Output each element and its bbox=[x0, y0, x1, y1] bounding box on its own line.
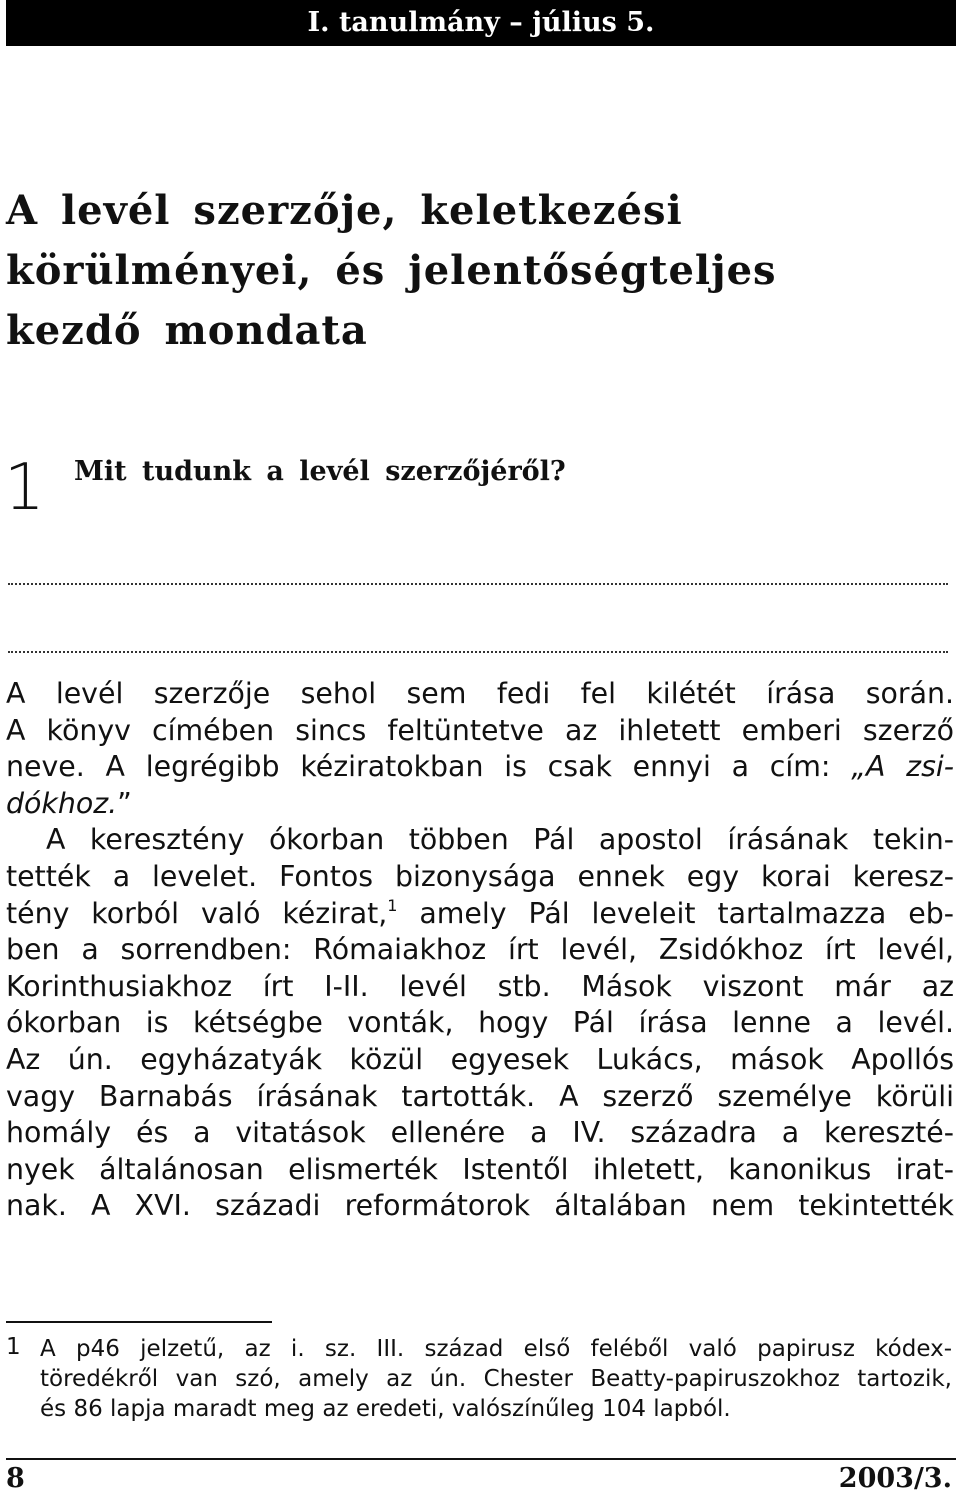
footnote-number: 1 bbox=[6, 1334, 21, 1360]
footnote-text bbox=[40, 1334, 952, 1424]
body-line-11: Az ún. egyházatyák közül egyesek Lukács, mások Apollós bbox=[6, 1042, 954, 1076]
book-title-italic-end: dókhoz. bbox=[6, 786, 118, 820]
answer-line-2 bbox=[8, 651, 948, 653]
title-line-1: A levél szerzője, keletkezési bbox=[6, 187, 683, 234]
body-line-10: ókorban is kétségbe vonták, hogy Pál írása lenne a levél. bbox=[6, 1006, 954, 1040]
body-line-5: A keresztény ókorban többen Pál apostol írásának tekin- bbox=[46, 823, 954, 857]
footer-separator bbox=[6, 1458, 956, 1460]
body-line-1: A levél szerzője sehol sem fedi fel kilétét írása során. bbox=[6, 677, 954, 710]
page-number: 8 bbox=[6, 1463, 25, 1494]
lesson-header-bar bbox=[6, 0, 956, 46]
body-line-15: nak. A XVI. századi reformátorok általában nem tekintették bbox=[6, 1189, 954, 1223]
footnote bbox=[6, 1334, 952, 1424]
footnote-separator bbox=[6, 1321, 272, 1323]
footnote-line-1: A p46 jelzetű, az i. sz. III. század első feléből való papirusz kódex- bbox=[40, 1336, 952, 1362]
body-line-8: ben a sorrendben: Rómaiakhoz írt levél, Zsidókhoz írt levél, bbox=[6, 933, 954, 967]
body-line-6: tették a levelet. Fontos bizonysága ennek egy korai keresz- bbox=[6, 859, 954, 893]
body-line-7-end: amely Pál leveleit tartalmazza eb- bbox=[397, 896, 954, 930]
body-line-2: A könyv címében sincs feltüntetve az ihletett emberi szerző bbox=[6, 713, 954, 747]
title-line-3: kezdő mondata bbox=[6, 307, 368, 354]
book-title-italic-start: „A zsi- bbox=[851, 750, 954, 784]
body-line-4: dókhoz.” bbox=[6, 786, 132, 820]
answer-line-1 bbox=[8, 583, 948, 585]
lesson-title bbox=[6, 181, 946, 361]
body-line-14: nyek általánosan elismerték Istentől ihletett, kanonikus irat- bbox=[6, 1152, 954, 1186]
question-text: Mit tudunk a levél szerzőjéről? bbox=[74, 456, 566, 487]
body-line-3 bbox=[6, 749, 954, 786]
title-line-2: körülményei, és jelentőségteljes bbox=[6, 247, 777, 294]
body-line-12: vagy Barnabás írásának tartották. A szerző személye körüli bbox=[6, 1079, 954, 1113]
question-number: 1 bbox=[4, 451, 45, 525]
body-line-3-text: neve. A legrégibb kéziratokban is csak ennyi a cím: bbox=[6, 750, 852, 784]
lesson-label: I. tanulmány – július 5. bbox=[307, 7, 655, 38]
body-paragraph bbox=[6, 676, 954, 1225]
body-line-9: Korinthusiakhoz írt I-II. levél stb. Mások viszont már az bbox=[6, 969, 954, 1003]
footnote-line-2: töredékről van szó, amely az ún. Chester Beatty-papiruszokhoz tartozik, bbox=[40, 1366, 952, 1392]
body-line-13: homály és a vitatások ellenére a IV. századra a kereszté- bbox=[6, 1116, 954, 1150]
footnote-reference: 1 bbox=[387, 895, 398, 915]
body-line-7-start: tény korból való kézirat, bbox=[6, 896, 388, 930]
body-line-7 bbox=[6, 896, 954, 933]
footnote-line-3: és 86 lapja maradt meg az eredeti, valószínűleg 104 lapból. bbox=[40, 1396, 731, 1422]
issue-number: 2003/3. bbox=[838, 1463, 952, 1494]
